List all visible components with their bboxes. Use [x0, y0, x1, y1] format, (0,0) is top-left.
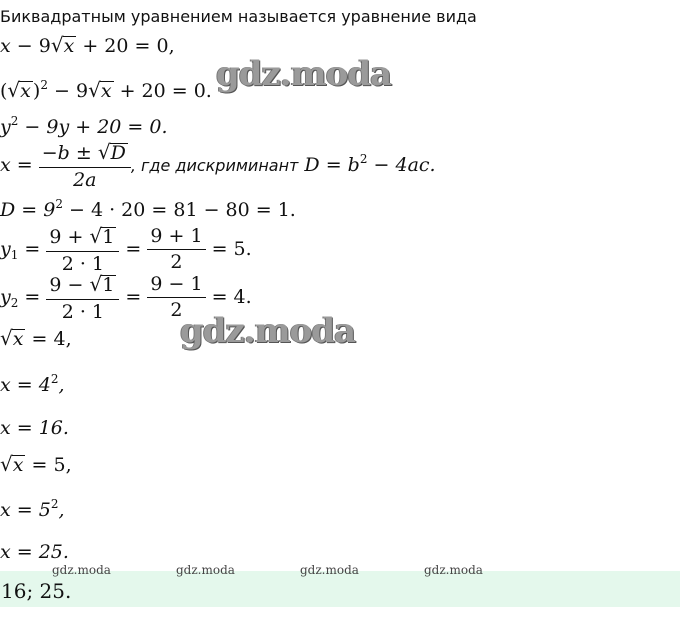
equation-6: $y_1$ = $\frac{9 + √1}{2 \cdot 1}$ = $\frac{9 + 1}{2}$ = 5.: [0, 224, 252, 275]
equation-12: $x = 5^2$,: [0, 497, 65, 521]
equation-5: $D = 9^2 - 4 \cdot 20 = 81 - 80 = 1$.: [0, 197, 296, 221]
quadratic-formula-fraction: $\frac{-b \pm √D}{2a}$: [39, 142, 131, 190]
watermark-small: gdz.moda: [424, 563, 483, 577]
equation-7: $y_2$ = $\frac{9 - √1}{2 \cdot 1}$ = $\frac{9 - 1}{2}$ = 4.: [0, 272, 252, 323]
y1-fraction-a: $\frac{9 + √1}{2 \cdot 1}$: [46, 226, 119, 274]
watermark-small: gdz.moda: [176, 563, 235, 577]
equation-11: √x = 5,: [0, 452, 72, 476]
watermark-logo: gdz.moda: [180, 311, 356, 351]
watermark-logo: gdz.moda: [216, 54, 392, 94]
intro-text: Биквадратным уравнением называется уравнение вида: [0, 7, 477, 26]
equation-8: √x = 4,: [0, 326, 72, 350]
equation-9: $x = 4^2$,: [0, 372, 65, 396]
equation-2: (√x )$^2$ − 9√x + 20 = 0.: [0, 78, 212, 102]
equation-4: x = $\frac{-b \pm √D}{2a}$ , где дискриминант $D = b^2 - 4ac$.: [0, 140, 436, 191]
y2-fraction-a: $\frac{9 - √1}{2 \cdot 1}$: [46, 274, 119, 322]
watermark-small: gdz.moda: [300, 563, 359, 577]
equation-13: x = 25.: [0, 541, 69, 563]
equation-10: x = 16.: [0, 417, 69, 439]
equation-3: $y^2 - 9y + 20 = 0$.: [0, 114, 168, 138]
y1-fraction-b: $\frac{9 + 1}{2}$: [147, 227, 205, 272]
y2-fraction-b: $\frac{9 - 1}{2}$: [147, 275, 205, 320]
answer-text: 16; 25.: [1, 579, 72, 603]
watermark-small: gdz.moda: [52, 563, 111, 577]
equation-1: x − 9√x + 20 = 0,: [0, 33, 175, 57]
